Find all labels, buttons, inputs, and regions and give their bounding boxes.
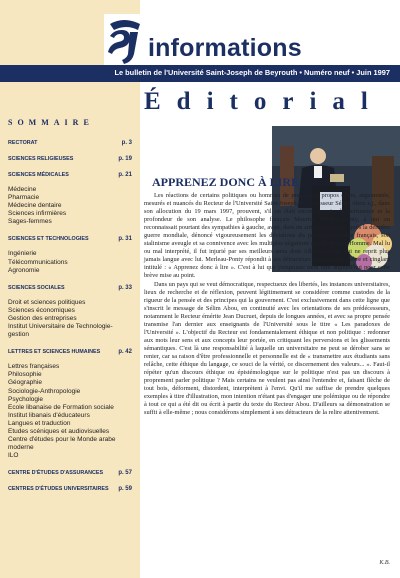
- section-page: p. 59: [118, 486, 132, 493]
- section-sciences-medicales[interactable]: [8, 172, 132, 226]
- section-label: SCIENCES RELIGIEUSES: [8, 156, 74, 162]
- section-page: p. 42: [118, 349, 132, 356]
- section-sciences-technologies[interactable]: [8, 236, 132, 274]
- header-rule: [0, 65, 400, 82]
- section-page: p. 57: [118, 470, 132, 477]
- list-item: Sociologie-Anthropologie: [8, 387, 81, 395]
- brand-title: informations: [148, 34, 302, 62]
- list-item: Etudes scéniques et audiovisuelles: [8, 427, 110, 435]
- list-item: Ecole libanaise de Formation sociale: [8, 403, 114, 411]
- list-item: Géographie: [8, 379, 42, 387]
- list-item: Langues et traduction: [8, 419, 71, 427]
- section-page: p. 33: [118, 284, 132, 291]
- list-item: Sages-femmes: [8, 218, 52, 226]
- section-page: p. 31: [118, 236, 132, 243]
- section-centre-etudes-assurances[interactable]: [8, 470, 132, 476]
- section-label: SCIENCES MÉDICALES: [8, 172, 69, 178]
- list-item: Pharmacie: [8, 194, 40, 202]
- section-page: p. 3: [121, 140, 132, 146]
- editorial-title: Éditorial: [144, 88, 384, 115]
- list-item: Philosophie: [8, 371, 42, 379]
- headline: APPRENEZ DONC À LIRE: [152, 175, 300, 189]
- list-item: Médecine: [8, 186, 37, 193]
- list-item: Agronomie: [8, 266, 40, 274]
- section-page: p. 21: [118, 172, 132, 178]
- list-item: Institut Universitaire de Technologie-gestion: [8, 323, 113, 339]
- list-item: Médecine dentaire: [8, 202, 62, 210]
- list-item: Télécommunications: [8, 258, 68, 266]
- table-of-contents: [8, 140, 132, 492]
- section-label: LETTRES ET SCIENCES HUMAINES: [8, 349, 101, 356]
- list-item: Sciences économiques: [8, 306, 75, 314]
- list-item: ILO: [8, 452, 19, 460]
- editorial-body: [144, 192, 390, 417]
- editorial-paragraph-1: Les réactions de certains politiques ou hommes de presse aux propos clairs, argumentés, mesurés et nuancés du Recteur de l'Université Saint-Joseph, le Professeur Sélim Abou s.j., dans son allocution du 19 mars 1997, prouvent, s'il en était encore besoin, la pertinence et la profondeur de son analyse. Le philosophe français Maurice Merleau-Ponty, à qui on reconnaissait pourtant des sympathies à gauche, avait, dans un article écrit juste après la dernière guerre mondiale, dénoncé vigoureusement les déviations du parti communiste français, son stalinisme aveugle et sa connivence avec les multiples négations des Droits de l'Homme. Mal lu ou mal interprété, il fut injurié par ses meilleurs amis dont Albert Camus, qui ne reprit plus jamais langue avec lui. Merleau-Ponty répondit à ses détracteurs par un mot célèbre et cinglant intitulé : « Apprenez donc à lire ». C'est à lui que j'emprunte mon titre aujourd'hui pour cette brève mise au point.: [144, 192, 390, 280]
- editorial-paragraph-2: Dans un pays qui se veut démocratique, respectueux des libertés, les instances universitaires, lieux de recherche et de réflexion, peuvent légitimement se considérer comme custodes de la rigueur de la pensée et des principes qui la gouvernent. C'est exclusivement dans cette ligne que s'inscrit le message de Sélim Abou, en continuité avec les orientations de ses prédécesseurs, notamment le Recteur émérite Jean Ducruet, depuis de longues années, et avec sa propre pensée transmise l'an dernier aux enseignants de l'Université sous le titre « Les paradoxes de l'Université ». L'objectif du Recteur est fondamentalement éthique et non politique : redonner aux mots leur sens et aux concepts leur portée, en critiquant les perversions et les glissements sémantiques. C'est là une responsabilité à laquelle un universitaire ne peut se dérober sans se renier, car sa raison d'être professionnelle et personnelle est de « transmettre aux étudiants sans relâche, cette éthique du langage, ce souci de la vérité, ce discernement des valeurs... ». Faut-il répéter qu'un discours éthique ou épistémologique sur le politique n'est pas un discours à proprement parler politique ? Mais certains ne veulent pas ainsi l'entendre et, faisant flèche de tout bois, déforment, distordent, interprètent à l'envi. Qu'il me suffise de prendre quelques exemples à titre d'illustration, mon intention n'étant pas d'engager une polémique ou de répondre à tout ce qui a été dit ou écrit à partir du texte du Recteur Abou. D'ailleurs sa démonstration se suffit à elle-même ; nous considérons simplement à ses détracteurs de la relire attentivement.: [144, 280, 390, 417]
- section-sciences-religieuses[interactable]: [8, 156, 132, 162]
- section-centres-etudes-universitaires[interactable]: [8, 486, 132, 492]
- signature: K.B.: [379, 560, 390, 566]
- list-item: Ingénierie: [8, 250, 37, 258]
- section-label: CENTRE D'ÉTUDES D'ASSURANCES: [8, 470, 104, 477]
- section-label: SCIENCES ET TECHNOLOGIES: [8, 236, 89, 243]
- tagline: Le bulletin de l'Université Saint-Joseph de Beyrouth • Numéro neuf • Juin 1997: [114, 68, 390, 77]
- section-sciences-sociales[interactable]: [8, 285, 132, 339]
- list-item: Lettres françaises: [8, 363, 60, 371]
- usj-logo: [104, 14, 148, 66]
- section-label: CENTRES D'ÉTUDES UNIVERSITAIRES: [8, 486, 109, 493]
- list-item: Gestion des entreprises: [8, 314, 77, 322]
- section-label: SCIENCES SOCIALES: [8, 284, 65, 291]
- sommaire-title: SOMMAIRE: [8, 118, 94, 127]
- section-lettres-sciences-humaines[interactable]: [8, 349, 132, 460]
- list-item: Sciences infirmières: [8, 210, 67, 218]
- list-item: Centre d'études pour le Monde arabe moderne: [8, 436, 116, 452]
- list-item: Institut libanais d'éducateurs: [8, 411, 90, 419]
- section-label: RECTORAT: [8, 140, 38, 146]
- section-rectorat[interactable]: [8, 140, 132, 146]
- list-item: Psychologie: [8, 395, 44, 403]
- section-page: p. 19: [118, 156, 132, 162]
- list-item: Droit et sciences politiques: [8, 298, 86, 306]
